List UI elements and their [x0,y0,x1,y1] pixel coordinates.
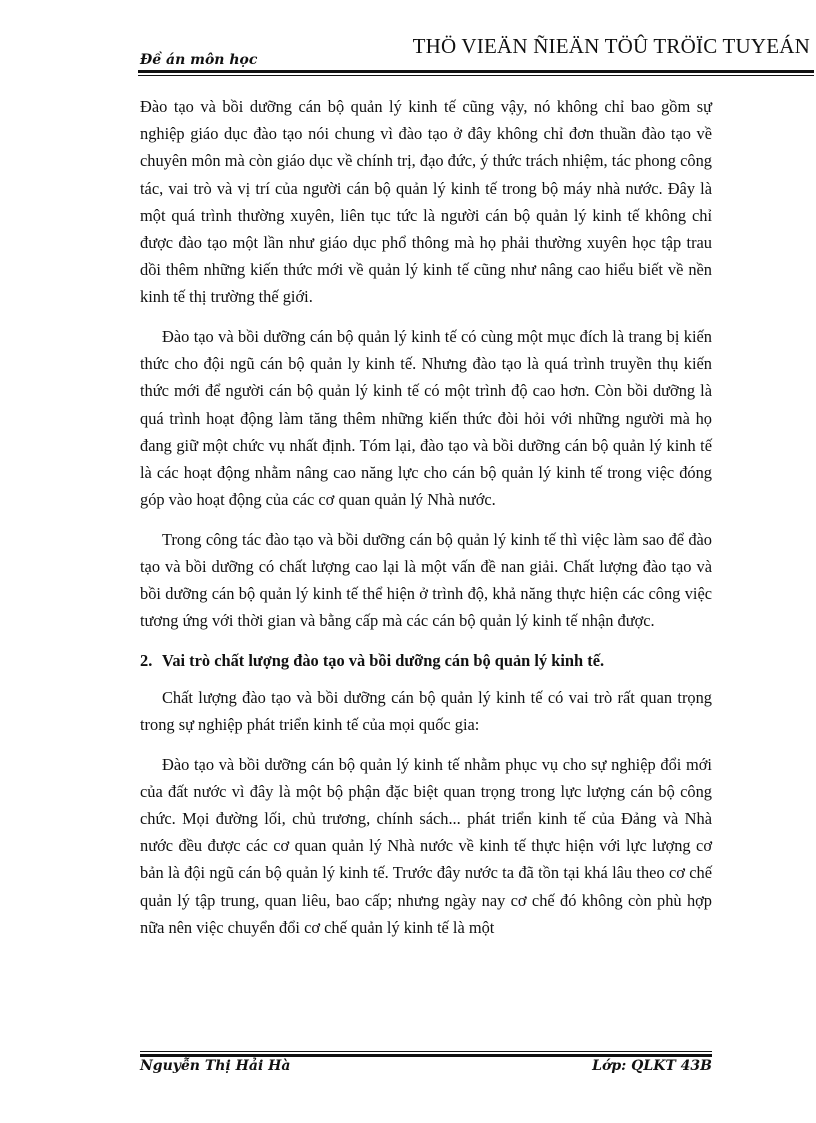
paragraph: Đào tạo và bồi dưỡng cán bộ quản lý kinh tế nhằm phục vụ cho sự nghiệp đổi mới của đất nước vì đây là một bộ phận đặc biệt quan trọng trong lực lượng cán bộ công chức. Mọi đường lối, chủ trương, chính sách... phát triển kinh tế của Đảng và Nhà nước đều được các cơ quan quản lý Nhà nước về kinh tế thực hiện với lực lượng cơ bản là đội ngũ cán bộ quản lý kinh tế. Trước đây nước ta đã tồn tại khá lâu theo cơ chế quản lý tập trung, quan liêu, bao cấp; nhưng ngày nay cơ chế đó không còn phù hợp nữa nên việc chuyển đổi cơ chế quản lý kinh tế là một [140,754,712,937]
paragraph: Đào tạo và bồi dưỡng cán bộ quản lý kinh tế cũng vậy, nó không chỉ bao gồm sự nghiệp giáo dục đào tạo nói chung vì đào tạo ở đây không chỉ đơn thuần đào tạo về chuyên môn mà còn giáo dục về chính trị, đạo đức, ý thức trách nhiệm, tác phong công tác, vai trò và vị trí của người cán bộ quản lý kinh tế trong bộ máy nhà nước. Đây là một quá trình thường xuyên, liên tục tức là người cán bộ quản lý kinh tế không chỉ được đào tạo một lần như giáo dục phổ thông mà họ phải thường xuyên học tập trau dồi thêm những kiến thức mới về quản lý kinh tế cũng như nâng cao hiểu biết về nền kinh tế thị trường thế giới. [140,97,712,307]
footer-author: Nguyễn Thị Hải Hà [140,1058,291,1074]
header-rule-thick [138,70,814,73]
section-heading [140,647,712,674]
paragraph: Trong công tác đào tạo và bồi dưỡng cán bộ quản lý kinh tế thì việc làm sao để đào tạo và bồi dưỡng có chất lượng cao lại là một vấn đề nan giải. Chất lượng đào tạo và bồi dưỡng cán bộ quản lý kinh tế thể hiện ở trình độ, khả năng thực hiện các công việc tương ứng với thời gian và bằng cấp mà các cán bộ quản lý kinh tế nhận được. [140,529,712,631]
footer-class: Lớp: QLKT 43B [592,1058,712,1074]
paragraph: Chất lượng đào tạo và bồi dưỡng cán bộ quản lý kinh tế có vai trò rất quan trọng trong sự nghiệp phát triển kinh tế của mọi quốc gia: [140,687,712,735]
paragraph: Đào tạo và bồi dưỡng cán bộ quản lý kinh tế có cùng một mục đích là trang bị kiến thức cho đội ngũ cán bộ quản ly kinh tế. Nhưng đào tạo là quá trình truyền thụ kiến thức mới để người cán bộ quản lý kinh tế có một trình độ cao hơn. Còn bồi dưỡng là quá trình hoạt động làm tăng thêm những kiến thức đòi hỏi với những người mà họ đang giữ một chức vụ nhất định. Tóm lại, đào tạo và bồi dưỡng cán bộ quản lý kinh tế là các hoạt động nhằm nâng cao năng lực cho cán bộ quản lý kinh tế trong việc đóng góp vào hoạt động của các cơ quan quản lý Nhà nước. [140,326,712,510]
header-library-title: THÖ VIEÄN ÑIEÄN TÖÛ TRÖÏC TUYEÁN [412,34,810,58]
document-body [140,93,712,953]
section-number: 2. [140,650,153,670]
section-title: Vai trò chất lượng đào tạo và bồi dưỡng cán bộ quản lý kinh tế. [162,650,605,670]
footer-rule-thin [140,1051,712,1052]
footer-rule-thick [140,1054,712,1057]
header-rule-thin [138,75,814,76]
header-course-label: Đề án môn học [140,52,258,68]
